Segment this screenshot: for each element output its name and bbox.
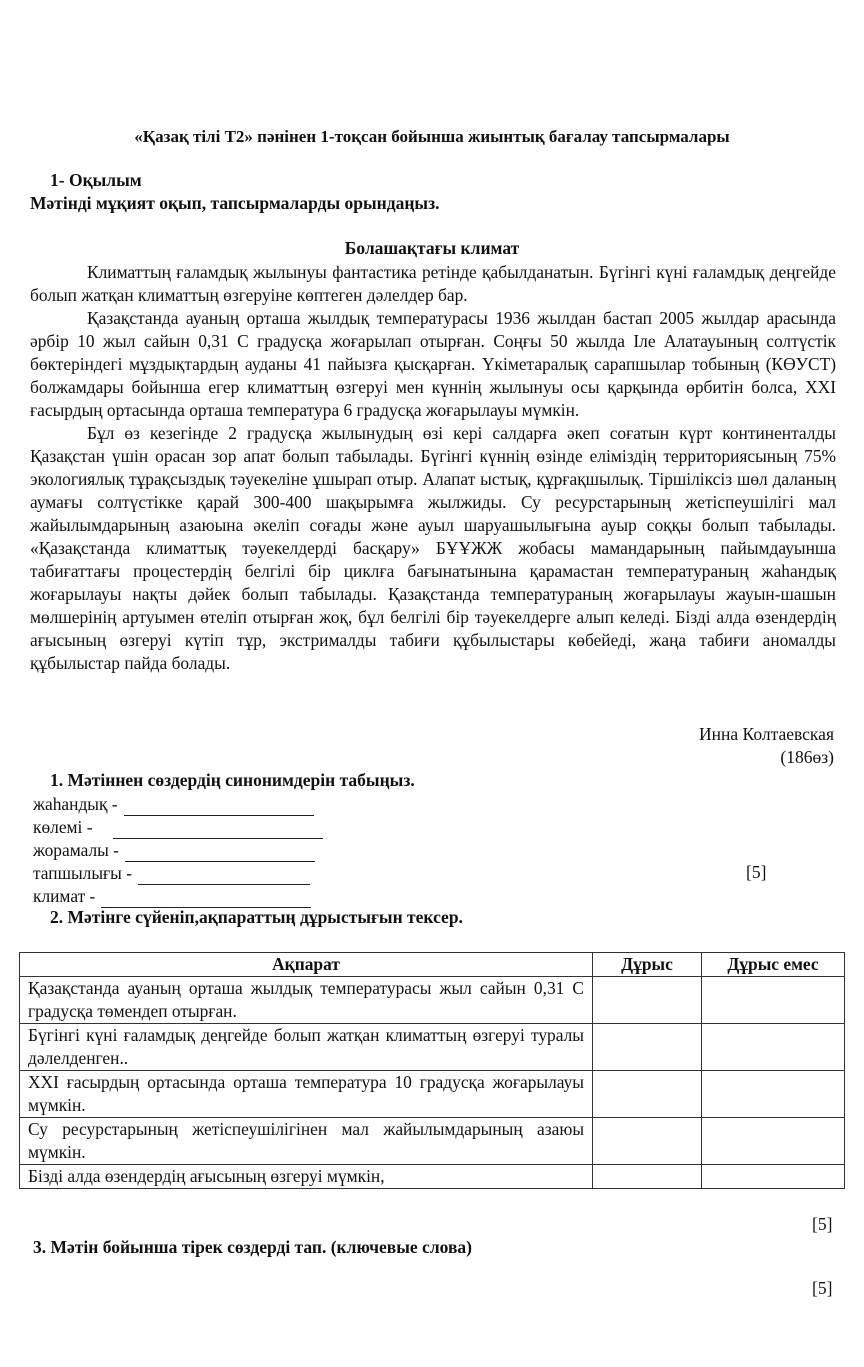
word-count: (186өз) [780, 747, 834, 767]
synonym-row [33, 839, 323, 862]
section-instruction: Мәтінді мұқият оқып, тапсырмаларды орындаңыз. [30, 193, 440, 213]
true-cell[interactable] [593, 1024, 702, 1071]
synonym-row [33, 793, 323, 816]
author-name: Инна Колтаевская [699, 724, 834, 744]
table-row [20, 1165, 845, 1189]
task1-score: [5] [746, 862, 767, 882]
answer-blank[interactable] [138, 868, 310, 885]
true-cell[interactable] [593, 1071, 702, 1118]
statement-cell: Бізді алда өзендердің ағысының өзгеруі мүмкін, [20, 1165, 593, 1189]
synonym-list [33, 793, 323, 908]
table-row [20, 1071, 845, 1118]
header-info: Ақпарат [20, 953, 593, 977]
table-row [20, 1118, 845, 1165]
false-cell[interactable] [702, 1165, 845, 1189]
paragraph: Қазақстанда ауаның орташа жылдық температурасы 1936 жылдан бастап 2005 жылдар арасында әрбір 10 жыл сайын 0,31 С градусқа жоғарылап отырған. Соңғы 50 жылда Іле Алатауының солтүстік бөктеріндегі мұздықтардың ауданы 41 пайызға қысқарған. Үкіметаралық сарапшылар тобының (КӨУСТ) болжамдары бойынша егер климаттың өзгеруі мен күннің жылынуы осы қарқында өрбитін болса, XXI ғасырдың ортасында орташа температура 6 градусқа жоғарылауы мүмкін. [30, 308, 836, 420]
table-row [20, 977, 845, 1024]
false-cell[interactable] [702, 1118, 845, 1165]
true-cell[interactable] [593, 1118, 702, 1165]
section-title: 1- Оқылым [50, 170, 142, 190]
false-cell[interactable] [702, 1024, 845, 1071]
statement-cell: Бүгінгі күні ғаламдық деңгейде болып жатқан климаттың өзгеруі туралы дәлелденген.. [20, 1024, 593, 1071]
header-false: Дұрыс емес [702, 953, 845, 977]
synonym-row [33, 816, 323, 839]
synonym-word: көлемі - [33, 817, 93, 837]
synonym-word: жорамалы - [33, 840, 119, 860]
answer-blank[interactable] [124, 799, 314, 816]
true-cell[interactable] [593, 977, 702, 1024]
answer-blank[interactable] [125, 845, 315, 862]
table-row [20, 1024, 845, 1071]
answer-blank[interactable] [101, 891, 311, 908]
synonym-word: климат - [33, 886, 96, 906]
true-cell[interactable] [593, 1165, 702, 1189]
table-header-row [20, 953, 845, 977]
text-title: Болашақтағы климат [344, 238, 520, 258]
synonym-word: тапшылығы - [33, 863, 133, 883]
task2-title: 2. Мәтінге сүйеніп,ақпараттың дұрыстығын тексер. [50, 907, 463, 927]
true-false-table [19, 952, 845, 1189]
answer-blank[interactable] [113, 822, 323, 839]
task3-title: 3. Мәтін бойынша тірек сөздерді тап. (ключевые слова) [33, 1237, 472, 1257]
document-title: «Қазақ тілі Т2» пәнінен 1-тоқсан бойынша жиынтық бағалау тапсырмалары [134, 127, 730, 146]
reading-text [30, 261, 836, 675]
statement-cell: Су ресурстарының жетіспеушілігінен мал жайылымдарының азаюы мүмкін. [20, 1118, 593, 1165]
synonym-row [33, 885, 323, 908]
author-block [699, 723, 834, 769]
header-true: Дұрыс [593, 953, 702, 977]
task2-score: [5] [812, 1214, 833, 1234]
synonym-row [33, 862, 323, 885]
paragraph: Климаттың ғаламдық жылынуы фантастика ретінде қабылданатын. Бүгінгі күні ғаламдық деңгейде болып жатқан климаттың өзгеруіне көптеген дәлелдер бар. [30, 262, 836, 305]
synonym-word: жаһандық - [33, 794, 118, 814]
paragraph: Бұл өз кезегінде 2 градусқа жылынудың өзі кері салдарға әкеп соғатын күрт континенталды Қазақстан үшін орасан зор апат болып табылады. Бүгінгі күннің өзінде еліміздің территориясының 75% экологиялық тұрақсыздық тәуекеліне ұшырап отыр. Алапат ыстық, құрғақшылық. Тіршіліксіз шөл даланың аумағы солтүстікке қарай 300-400 шақырымға жылжиды. Су ресурстарының жетіспеушілігі мал жайылымдарының азаюына әкеліп соғады және ауыл шаруашылығына ауыр соққы болып табылады. «Қазақстанда климаттық тәуекелдерді басқару» БҰҰЖЖ жобасы мамандарының пайымдауынша табиғаттағы процестердің белгілі бір циклға бағынатынына қарамастан температураның жаһандық жоғарылауы нақты дәйек болып табылады. Қазақстанда температураның жоғарылауы жауын-шашын мөлшерінің артуымен өтеліп отырған жоқ, бұл белгілі бір тәуекелдерге алып келеді. Бізді алда өзендердің ағысының өзгеруі күтіп тұр, экстрималды табиғи құбылыстары көбейеді, жаңа табиғи аномалды құбылыстар пайда болады. [30, 423, 836, 673]
false-cell[interactable] [702, 977, 845, 1024]
false-cell[interactable] [702, 1071, 845, 1118]
task1-title: 1. Мәтіннен сөздердің синонимдерін табыңыз. [50, 770, 415, 790]
statement-cell: XXI ғасырдың ортасында орташа температура 10 градусқа жоғарылауы мүмкін. [20, 1071, 593, 1118]
task3-score: [5] [812, 1278, 833, 1298]
statement-cell: Қазақстанда ауаның орташа жылдық температурасы жыл сайын 0,31 С градусқа төмендеп отырған. [20, 977, 593, 1024]
